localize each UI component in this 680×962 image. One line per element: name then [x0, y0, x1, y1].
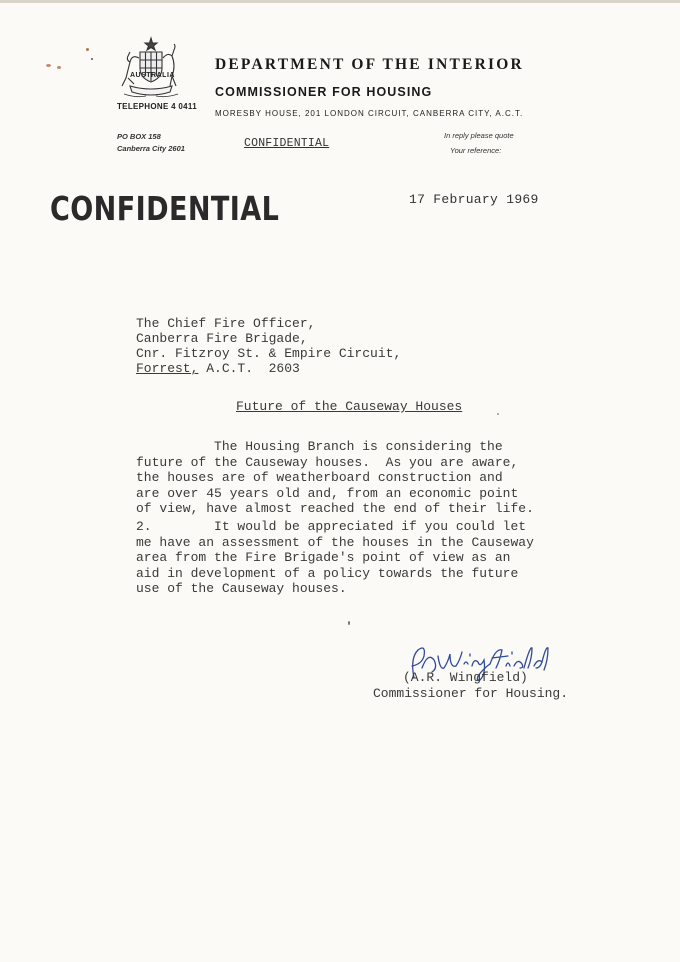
po-box-city: Canberra City 2601 [117, 144, 185, 153]
recipient-line: Cnr. Fitzroy St. & Empire Circuit, [136, 346, 402, 361]
paragraph-line: use of the Causeway houses. [136, 581, 347, 597]
po-box-line: PO BOX 158 [117, 132, 161, 141]
ink-speck [348, 621, 350, 625]
crest-motto: AUSTRALIA [130, 72, 175, 79]
your-reference-label: Your reference: [450, 146, 502, 155]
recipient-postcode: A.C.T. 2603 [198, 361, 300, 376]
ink-speck [497, 413, 499, 415]
recipient-line: The Chief Fire Officer, [136, 316, 316, 331]
department-heading: DEPARTMENT OF THE INTERIOR [215, 56, 524, 73]
recipient-line [136, 361, 401, 376]
ink-speck [57, 66, 61, 69]
ink-speck [86, 48, 89, 51]
paragraph-line: future of the Causeway houses. As you are aware, [136, 454, 519, 470]
ink-speck [46, 64, 51, 67]
reply-instruction: In reply please quote [444, 131, 514, 140]
paragraph-line: aid in development of a policy towards the future [136, 565, 519, 581]
coat-of-arms-icon [106, 36, 196, 102]
recipient-line: Canberra Fire Brigade, [136, 331, 308, 346]
recipient-suburb: Forrest, [136, 361, 199, 376]
body-paragraph-2 [136, 519, 534, 597]
letter-date: 17 February 1969 [409, 192, 539, 207]
paragraph-line: area from the Fire Brigade's point of view as an [136, 550, 511, 566]
signatory-title: Commissioner for Housing. [373, 686, 569, 701]
paragraph-line: the houses are of weatherboard construction and [136, 470, 503, 486]
telephone-number: TELEPHONE 4 0411 [117, 102, 197, 111]
recipient-address [136, 316, 401, 376]
po-box [117, 131, 185, 155]
letter-subject: Future of the Causeway Houses [236, 399, 463, 414]
office-address: MORESBY HOUSE, 201 LONDON CIRCUIT, CANBERRA CITY, A.C.T. [215, 109, 524, 118]
paragraph-line: me have an assessment of the houses in the Causeway [136, 534, 534, 550]
paragraph-line: are over 45 years old and, from an economic point [136, 485, 519, 501]
reply-reference [444, 128, 514, 158]
commissioner-heading: COMMISSIONER FOR HOUSING [215, 85, 433, 99]
body-paragraph-1 [136, 439, 534, 517]
classification-label: CONFIDENTIAL [244, 137, 330, 150]
ink-speck [91, 58, 93, 60]
confidential-stamp: CONFIDENTIAL [50, 189, 280, 228]
paragraph-line: 2. It would be appreciated if you could let [136, 519, 527, 534]
paragraph-line: of view, have almost reached the end of their life. [136, 501, 534, 517]
page-edge [0, 0, 680, 3]
paragraph-line: The Housing Branch is considering the [136, 439, 503, 454]
signatory-name: (A.R. Wingfield) [403, 670, 528, 685]
